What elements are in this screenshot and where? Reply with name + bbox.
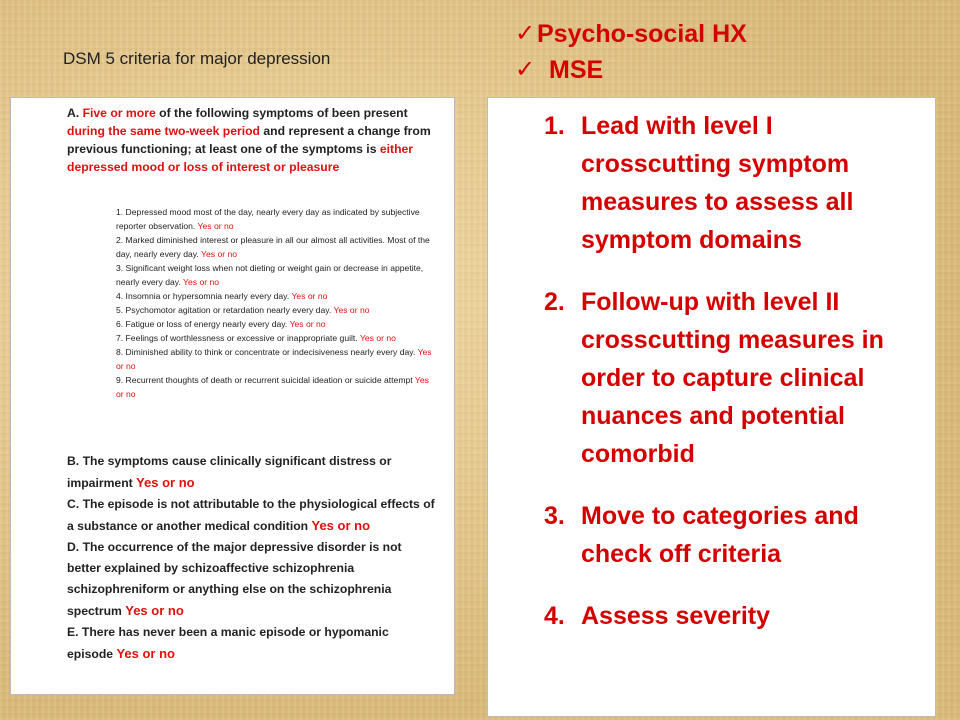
dsm-criteria-panel bbox=[10, 97, 455, 695]
criterion-a-highlight: either depressed mood or loss of interest or pleasure bbox=[67, 142, 414, 174]
step-text: Follow-up with level II crosscutting measures in order to capture clinical nuances and potential comorbid bbox=[581, 288, 884, 468]
checkmark-icon: ✓ bbox=[515, 20, 536, 47]
symptom-item: 9. Recurrent thoughts of death or recurrent suicidal ideation or suicide attempt Yes or no bbox=[116, 375, 429, 399]
checklist bbox=[515, 16, 747, 88]
symptom-item: 4. Insomnia or hypersomnia nearly every day. Yes or no bbox=[116, 291, 328, 301]
step-item bbox=[544, 597, 924, 635]
criteria-b-to-e bbox=[67, 451, 437, 665]
criterion-c: C. The episode is not attributable to the physiological effects of a substance or another medical condition Yes or no bbox=[67, 497, 435, 533]
criterion-a bbox=[67, 104, 435, 176]
symptom-item: 7. Feelings of worthlessness or excessive or inappropriate guilt. Yes or no bbox=[116, 333, 396, 343]
step-item bbox=[544, 107, 924, 259]
criterion-a-text: of the following symptoms of been present bbox=[155, 106, 408, 120]
checklist-item-mse bbox=[515, 52, 747, 88]
step-item bbox=[544, 497, 924, 573]
steps-list bbox=[544, 107, 924, 659]
symptom-item: 1. Depressed mood most of the day, nearly every day as indicated by subjective reporter observation. Yes or no bbox=[116, 207, 420, 231]
checklist-label: Psycho-social HX bbox=[537, 20, 747, 48]
assessment-steps-panel bbox=[487, 97, 936, 717]
criterion-d: D. The occurrence of the major depressive disorder is not better explained by schizoaffective schizophrenia schizophreniform or anything else on the schizophrenia spectrum Yes or no bbox=[67, 540, 402, 618]
symptom-list bbox=[116, 205, 438, 401]
criterion-a-prefix: A. bbox=[67, 106, 83, 120]
criterion-e: E. There has never been a manic episode or hypomanic episode Yes or no bbox=[67, 625, 389, 661]
symptom-item: 2. Marked diminished interest or pleasure in all our almost all activities. Most of the day, nearly every day. Yes or no bbox=[116, 235, 430, 259]
step-number: 1. bbox=[544, 112, 565, 140]
step-text: Move to categories and check off criteria bbox=[581, 502, 859, 568]
criterion-b: B. The symptoms cause clinically significant distress or impairment Yes or no bbox=[67, 454, 392, 490]
symptom-item: 6. Fatigue or loss of energy nearly every day. Yes or no bbox=[116, 319, 326, 329]
step-text: Lead with level I crosscutting symptom measures to assess all symptom domains bbox=[581, 112, 854, 254]
step-text: Assess severity bbox=[581, 602, 771, 630]
checkmark-icon: ✓ bbox=[515, 56, 536, 83]
criterion-a-highlight: Five or more bbox=[82, 106, 156, 120]
step-number: 4. bbox=[544, 602, 565, 630]
checklist-label: MSE bbox=[549, 56, 604, 84]
symptom-item: 3. Significant weight loss when not dieting or weight gain or decrease in appetite, nearly every day. Yes or no bbox=[116, 263, 424, 287]
symptom-item: 8. Diminished ability to think or concentrate or indecisiveness nearly every day. Yes or no bbox=[116, 347, 432, 371]
criterion-a-highlight: during the same two-week period bbox=[67, 124, 261, 138]
criterion-a-text: and represent a change from previous functioning; at least one of the symptoms is bbox=[67, 124, 431, 156]
checklist-item-psychosocial bbox=[515, 16, 747, 52]
dsm-title: DSM 5 criteria for major depression bbox=[63, 49, 331, 68]
symptom-item: 5. Psychomotor agitation or retardation nearly every day. Yes or no bbox=[116, 305, 370, 315]
step-number: 3. bbox=[544, 502, 565, 530]
step-number: 2. bbox=[544, 288, 565, 316]
step-item bbox=[544, 283, 924, 473]
